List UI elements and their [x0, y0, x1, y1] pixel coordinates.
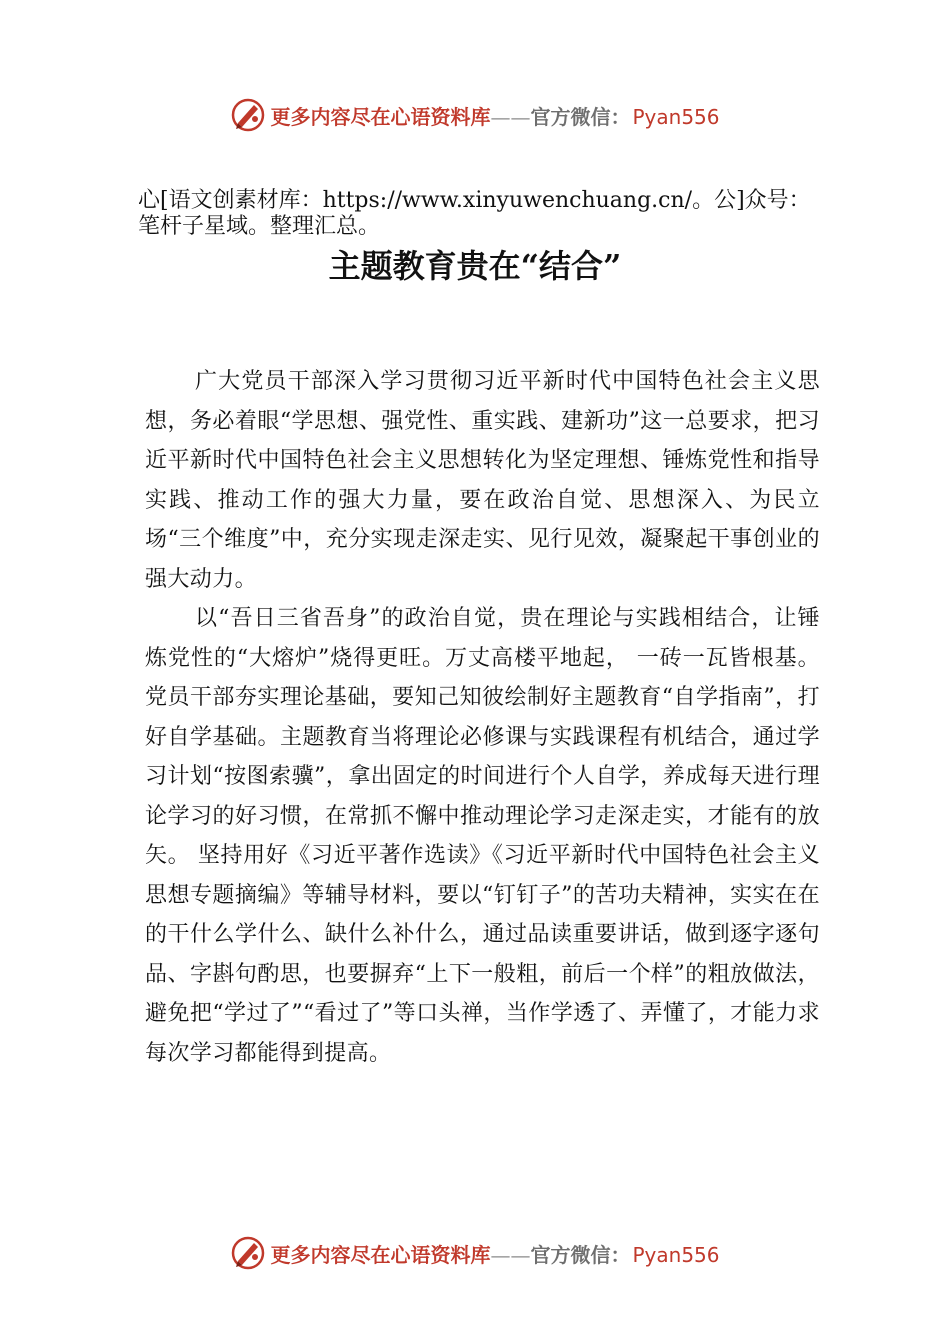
article-body — [145, 362, 820, 1073]
footer-banner — [0, 1233, 950, 1273]
header-banner — [0, 95, 950, 135]
banner-brand: 更多内容尽在心语资料库 — [270, 104, 491, 129]
banner-brand: 更多内容尽在心语资料库 — [270, 1242, 491, 1267]
banner-wechat-label: 官方微信： — [530, 104, 631, 129]
banner-wechat-id: Pyan556 — [632, 1242, 720, 1267]
source-note: 心[语文创素材库：https://www.xinyuwenchuang.cn/。公]众号：笔杆子星域。整理汇总。 — [138, 188, 811, 239]
paragraph-1: 广大党员干部深入学习贯彻习近平新时代中国特色社会主义思想，务必着眼“学思想、强党性、重实践、建新功”这一总要求，把习近平新时代中国特色社会主义思想转化为坚定理想、锤炼党性和指导实践、推动工作的强大力量，要在政治自觉、思想深入、为民立场“三个维度”中，充分实现走深走实、见行见效，凝聚起干事创业的强大动力。 — [145, 369, 820, 592]
pen-logo-icon — [230, 97, 266, 133]
banner-text — [270, 101, 719, 130]
banner-dash: —— — [490, 104, 531, 129]
paragraph-2: 以“吾日三省吾身”的政治自觉，贵在理论与实践相结合，让锤炼党性的“大熔炉”烧得更旺。万丈高楼平地起， 一砖一瓦皆根基。党员干部夯实理论基础，要知己知彼绘制好主题教育“自学指南”，打好自学基础。主题教育当将理论必修课与实践课程有机结合，通过学习计划“按图索骥”，拿出固定的时间进行个人自学，养成每天进行理论学习的好习惯，在常抓不懈中推动理论学习走深走实，才能有的放矢。 坚持用好《习近平著作选读》《习近平新时代中国特色社会主义思想专题摘编》等辅导材料，要以“钉钉子”的苦功夫精神，实实在在的干什么学什么、缺什么补什么，通过品读重要讲话，做到逐字逐句品、字斟句酌思，也要摒弃“上下一般粗，前后一个样”的粗放做法，避免把“学过了”“看过了”等口头禅，当作学透了、弄懂了，才能力求每次学习都能得到提高。 — [145, 606, 820, 1066]
banner-wechat-label: 官方微信： — [530, 1242, 631, 1267]
pen-logo-icon — [230, 1235, 266, 1271]
banner-dash: —— — [490, 1242, 531, 1267]
banner-wechat-id: Pyan556 — [632, 104, 720, 129]
page-title: 主题教育贵在“结合” — [328, 247, 622, 285]
banner-text — [270, 1239, 719, 1268]
